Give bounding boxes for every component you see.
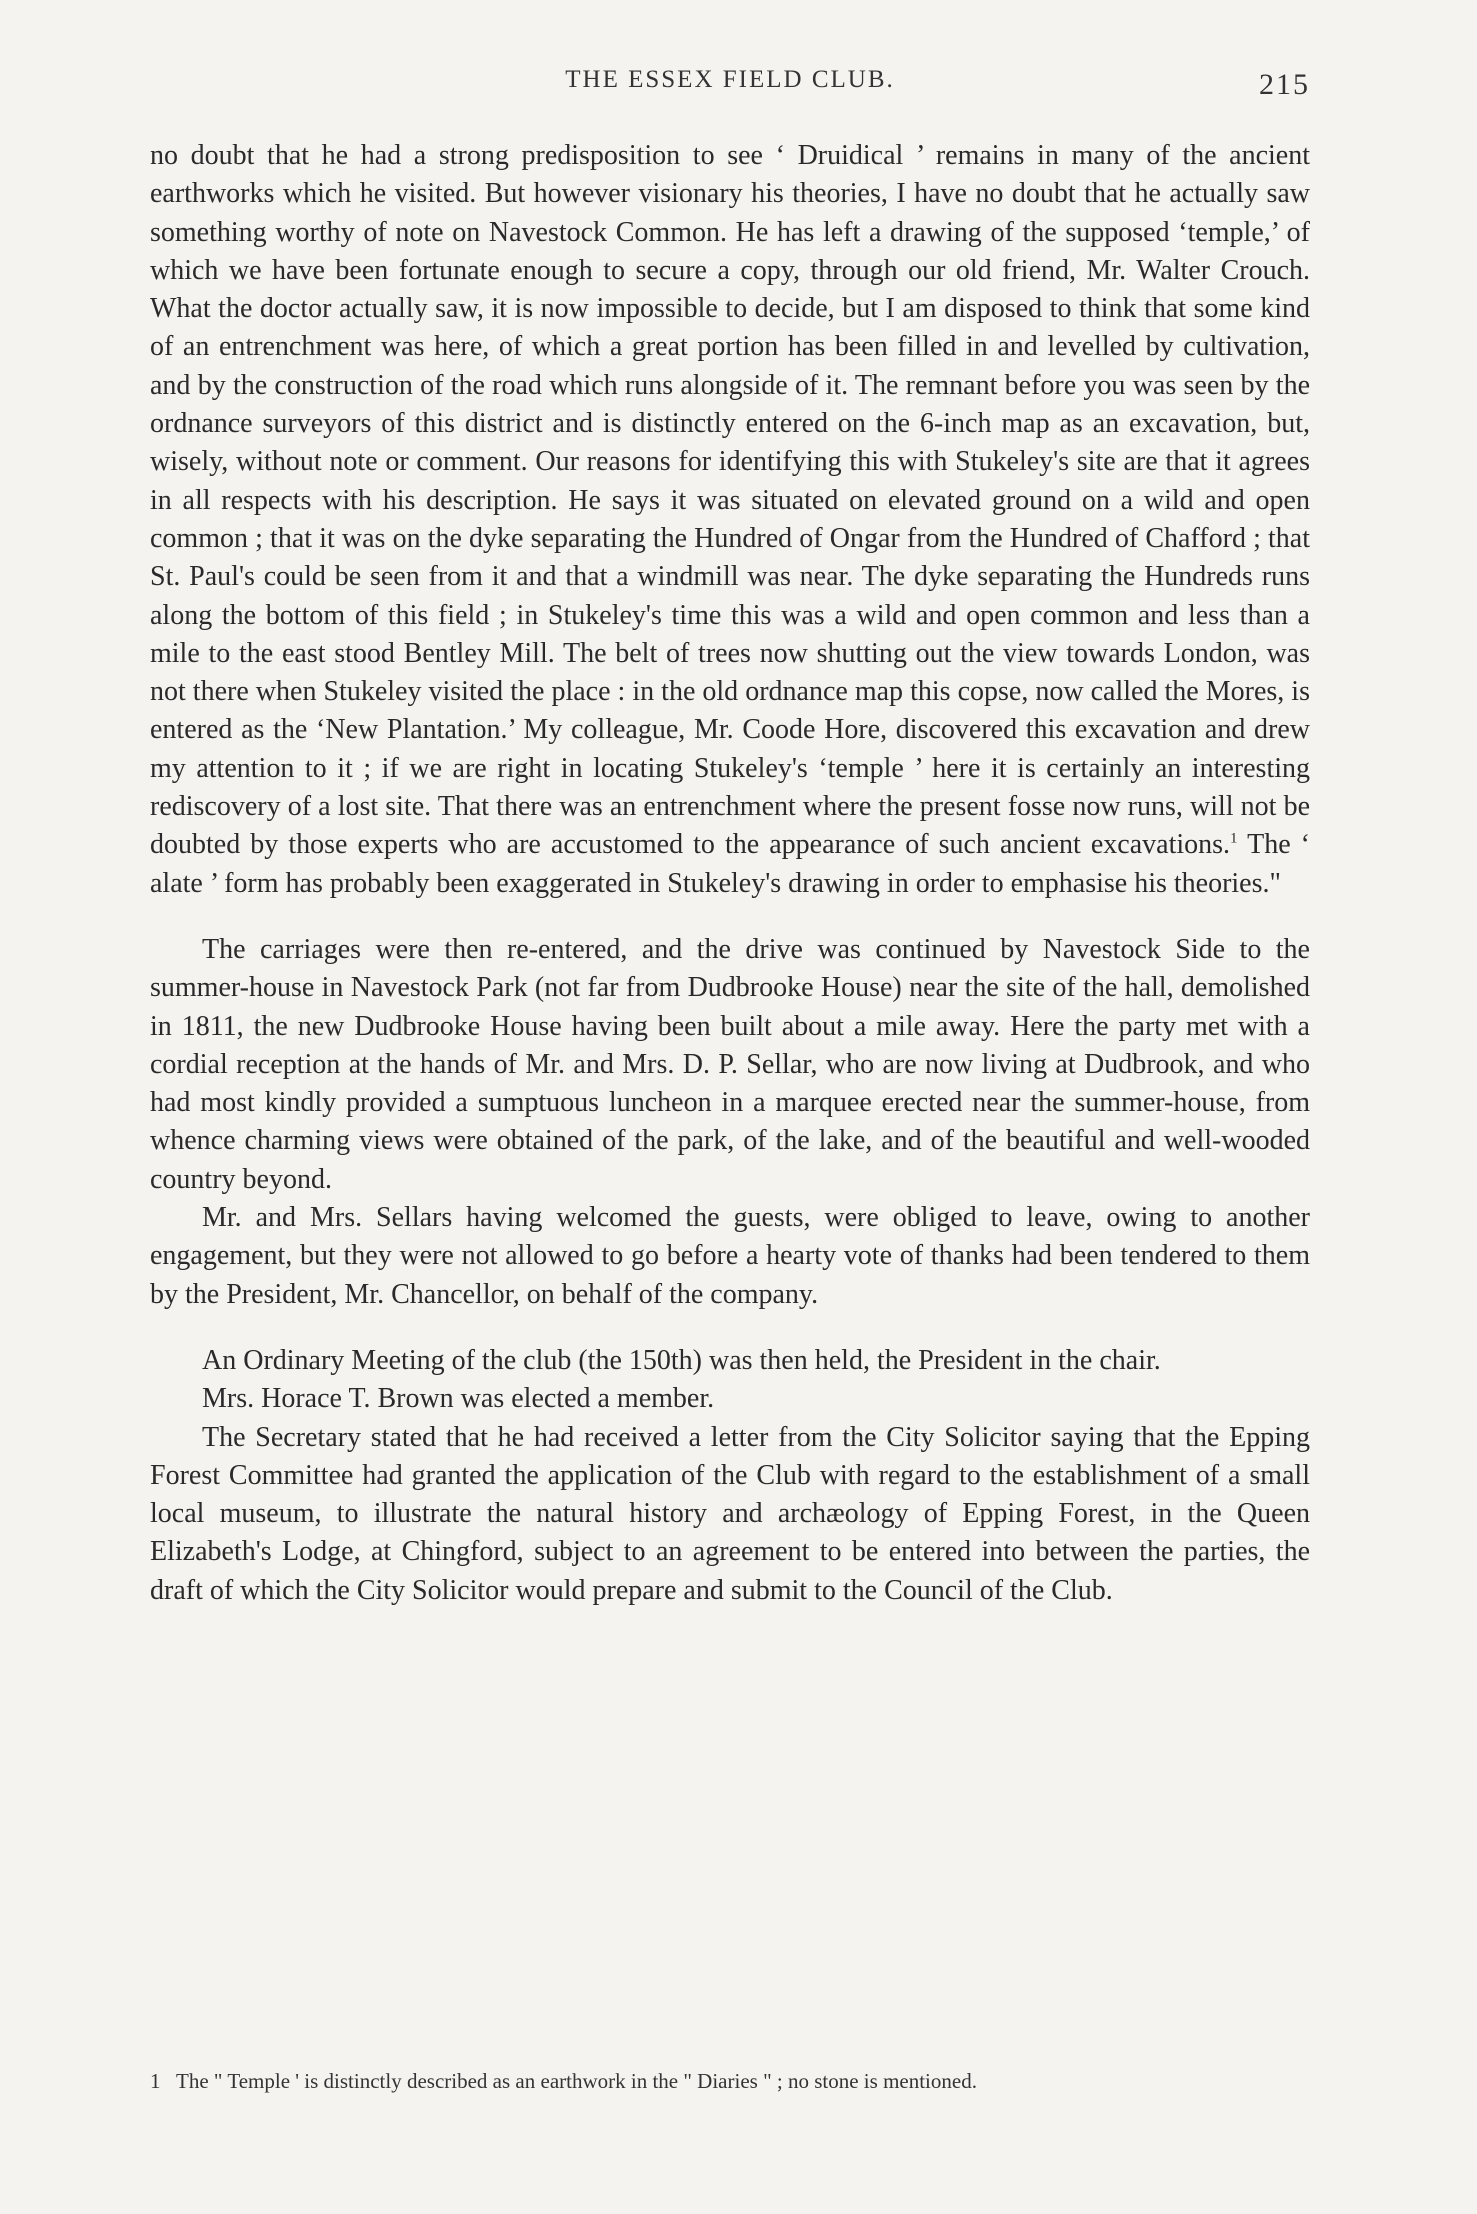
paragraph-text: no doubt that he had a strong predisposition to see ‘ Druidical ’ remains in many of the ancient earthworks which he visited. But however visionary his theories, I have no doubt that he actually saw something worthy of note on Navestock Common. He has left a drawing of the supposed ‘temple,’ of which we have been fortunate enough to secure a copy, through our old friend, Mr. Walter Crouch. What the doctor actually saw, it is now impossible to decide, but I am disposed to think that some kind of an entrenchment was here, of which a great portion has been filled in and levelled by cultivation, and by the construction of the road which runs alongside of it. The remnant before you was seen by the ordnance surveyors of this district and is distinctly entered on the 6-inch map as an excavation, but, wisely, without note or comment. Our reasons for identifying this with Stukeley's site are that it agrees in all respects with his description. He says it was situated on elevated ground on a wild and open common ; that it was on the dyke separating the Hundred of Ongar from the Hundred of Chafford ; that St. Paul's could be seen from it and that a windmill was near. The dyke separating the Hundreds runs along the bottom of this field ; in Stukeley's time this was a wild and open common and less than a mile to the east stood Bentley Mill. The belt of trees now shutting out the view towards London, was not there when Stukeley visited the place : in the old ordnance map this copse, now called the Mores, is entered as the ‘New Plantation.’ My colleague, Mr. Coode Hore, discovered this excavation and drew my attention to it ; if we are right in locating Stukeley's ‘temple ’ here it is certainly an interesting rediscovery of a lost site. That there was an entrenchment where the present fosse now runs, will not be doubted by those experts who are accustomed to the appearance of such ancient excavations. xyxy=(150,140,1310,861)
body-text xyxy=(150,137,1310,1610)
paragraph-secretary-letter: The Secretary stated that he had received a letter from the City Solicitor saying that the Epping Forest Committee had granted the application of the Club with regard to the establishment of a small local museum, to illustrate the natural history and archæology of Epping Forest, in the Queen Elizabeth's Lodge, at Chingford, subject to an agreement to be entered into between the parties, the draft of which the City Solicitor would prepare and submit to the Council of the Club. xyxy=(150,1421,1310,1606)
footnote-mark: 1 xyxy=(150,2069,161,2093)
paragraph-sellars: Mr. and Mrs. Sellars having welcomed the guests, were obliged to leave, owing to another engagement, but they were not allowed to go before a hearty vote of thanks had been tendered to them by the President, Mr. Chancellor, on behalf of the company. xyxy=(150,1202,1310,1310)
footnote-reference: 1 xyxy=(1230,831,1238,848)
page-number: 215 xyxy=(1259,68,1310,101)
running-title: THE ESSEX FIELD CLUB. xyxy=(565,66,895,93)
footnote-text: The " Temple ' is distinctly described as an earthwork in the " Diaries " ; no stone is mentioned. xyxy=(176,2069,977,2093)
page-header xyxy=(150,66,1310,106)
paragraph-druidical-remains xyxy=(150,137,1310,903)
footnote xyxy=(150,2066,1310,2096)
paragraph-carriages: The carriages were then re-entered, and the drive was continued by Navestock Side to the summer-house in Navestock Park (not far from Dudbrooke House) near the site of the hall, demolished in 1811, the new Dudbrooke House having been built about a mile away. Here the party met with a cordial reception at the hands of Mr. and Mrs. D. P. Sellar, who are now living at Dudbrook, and who had most kindly provided a sumptuous luncheon in a marquee erected near the summer-house, from whence charming views were obtained of the park, of the lake, and of the beautiful and well-wooded country beyond. xyxy=(150,933,1310,1195)
paragraph-new-member: Mrs. Horace T. Brown was elected a member. xyxy=(202,1383,715,1415)
paragraph-text-continued: The ‘ alate ’ form has probably been exaggerated in Stukeley's drawing in order to emphasise his theories." xyxy=(150,829,1311,899)
paragraph-ordinary-meeting: An Ordinary Meeting of the club (the 150th) was then held, the President in the chair. xyxy=(202,1344,1161,1376)
